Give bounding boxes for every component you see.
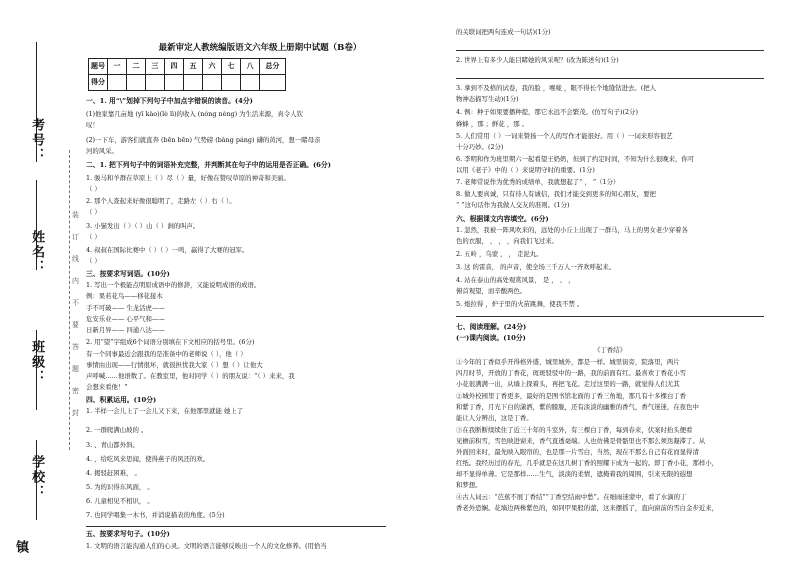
passage-text: ④古人词云：“芭蕉不展丁香结”“丁香空结雨中愁”。在细雨迷蒙中，看了水滴的丁 [456, 493, 687, 501]
score-input[interactable] [127, 75, 146, 91]
passage-text: ③在我断断续续住了近三十年的斗室外，有三棵白丁香，每到春来，伏案时抬头便看 [456, 426, 693, 434]
score-table [88, 58, 286, 91]
question-text: 有一个同事最近会跟我的是准备中的老师说（ ），他（ ） [86, 350, 247, 358]
score-input[interactable] [108, 75, 127, 91]
exam-title: 最新审定人教统编版语文六年级上册期中试题（B卷） [158, 43, 362, 53]
score-cell: 三 [146, 59, 165, 75]
question-text: 5. 炮拉得 ，炉子里的火苗跳舞，使我不禁 。 [456, 300, 584, 308]
section-heading: 三、按要求写词语。(10分) [86, 270, 170, 278]
score-input[interactable] [146, 75, 165, 91]
passage-text: 四月时节，开放的丁香花，斑斑驳驳中的一路，我的前面有红。最喜欢丁香花小雪 [456, 369, 687, 377]
question-text: 2. 世界上有多少人能目睹她的风采呢？(改为陈述句)(1分) [456, 56, 619, 64]
passage-text: 和梦想。 [456, 481, 482, 489]
seal-char: 线 [72, 255, 79, 263]
score-input[interactable] [184, 75, 203, 91]
question-text: 危安乐业—— 心平气和—— [86, 315, 165, 323]
passage-text: 见檐前积雪，雪色映进窗来，香气直透毫端。人也仿佛是骨骼里也不那么须迭凝滞了。从 [456, 437, 706, 445]
question-text: “ ”这句话作为我做人交友的准则。(1分) [456, 201, 570, 209]
question-text: （ ） [86, 257, 101, 265]
score-input[interactable] [165, 75, 184, 91]
seal-char: 答 [72, 343, 79, 351]
score-header-row [89, 59, 286, 75]
question-text: 5. 为的识得东风面， 。 [86, 483, 154, 491]
town-label: 镇 [13, 540, 29, 555]
passage-text: 红纸。我经历过的春光，几乎就是在这几树丁香的照耀下成为一起的。即丁香小花，那样小， [456, 459, 719, 467]
seal-char: 密 [72, 387, 79, 395]
question-text: 物神态描写生动)(1分) [456, 95, 519, 103]
question-text: 1. 写出一个极能点明原成语中的修辞，又能说明成语的成语。 [86, 281, 261, 289]
answer-line[interactable] [456, 316, 764, 317]
score-cell: 得分 [89, 75, 108, 91]
score-input[interactable] [203, 75, 222, 91]
question-text: 2. 一群爬满山坡的 。 [86, 426, 148, 434]
passage-text: ①今年的丁香似乎开得格外盛，城里城外，都是一样。城里街旁，院落里，两片 [456, 358, 680, 366]
question-text: 以用《老子》中的（ ）来说明守时的重要。(1分) [456, 166, 595, 174]
score-cell: 总分 [260, 59, 286, 75]
school-label: 学校： [29, 455, 45, 500]
score-cell: 二 [127, 59, 146, 75]
section-heading: 五、按要求写句子。(10分) [86, 530, 170, 538]
question-text: 3. 这 的雷音， 的声音，使全场三千万人一齐欢呼起来。 [456, 263, 616, 271]
section-heading: 七、阅读理解。(24分) [456, 323, 527, 331]
score-cell: 六 [203, 59, 222, 75]
question-text: 3. 小猫发出（ ）（ ）山（ ）涧的叫声。 [86, 222, 200, 230]
passage-text: 能让人分辨出，这是丁香。 [456, 414, 533, 422]
question-text: 2. 那个人查起来好像很聪明了，走路左（ ）右（ ）。 [86, 197, 236, 205]
passage-text: 小花很满满一出，从墙上探着头，再把飞花。走过这里的一路，就觉得人们尤其 [456, 380, 680, 388]
score-input[interactable] [260, 75, 286, 91]
passage-text: 和紫丁香，月光下白的潇洒，紫的朦胧，还有淡淡的幽雅的香气，香气迷迷，在夜色中 [456, 403, 699, 411]
question-text: 1. 忽然，我被一阵风吹来的，远处的小丘上出现了一群马，马上的男女老少穿着各 [456, 226, 688, 234]
seal-char: 内 [72, 277, 79, 285]
seal-char: 题 [72, 365, 79, 373]
question-text: 1. 半样一会儿上了一会儿又下来，在他那里就能 她上了 [86, 407, 244, 415]
question-text: 3. 拿到不及格的试卷，我的脸 ，喉咙 ，眼不得长个地缝钻进去。(把人 [456, 84, 657, 92]
question-text: 7. 也同学唱集一木书，并消说描表的角度。(5分) [86, 511, 225, 519]
seal-char: 封 [72, 409, 79, 417]
question-text: 4. ，给吃风来思闻，使得燕子的风还的欢。 [86, 455, 210, 463]
name-label: 姓名： [29, 230, 45, 275]
divider [86, 526, 386, 527]
seal-char: 装 [72, 211, 79, 219]
question-text: 叹！ [86, 121, 99, 129]
binding-margin [0, 0, 60, 562]
question-text: 2. 五岭 ，乌蒙 ， ， 走泥丸。 [456, 250, 543, 258]
question-text: 声呼喊……他语数了。在教室里，他对同学（ ）的朋友说：“（ ）来来，我 [86, 372, 295, 380]
question-text: 3. 、青山都外斜。 [86, 441, 139, 449]
score-value-row [89, 75, 286, 91]
exam-number-label: 考号： [29, 118, 45, 163]
question-text: 6. 李明和作为班里期六一起看望王奶奶，但到了约定时间，不知为什么很晚来，你可 [456, 155, 695, 163]
question-text: 7. 老师常说作为优秀的成绩单，我就想起了“ ， ”（1分） [456, 178, 620, 186]
question-text: （ ） [86, 185, 101, 193]
question-text: (2)一下车，游客们就直奔 (bēn bēn) 气势磅 (bàng páng) 礴的黄河，想一睹母亲 [86, 136, 321, 144]
question-text: 1. 骏马和羊群在草原上（ ）尽（ ）量，好像在赞叹草原的神奇和美丽。 [86, 174, 290, 182]
class-label: 班级： [29, 340, 45, 385]
section-heading: 二、1. 把下列句子中的词语补充完整，并判断其在句子中的运用是否正确。(6分) [86, 161, 331, 169]
question-text: （ ） [86, 233, 101, 241]
score-cell: 五 [184, 59, 203, 75]
question-text: 1. 文明的语言能沟通人们的心灵。文明的语言能够反映出一个人的文化修养。(用恰当 [86, 542, 327, 550]
question-text: 4. 站在泰山的高处观赏风景， 是 ， 、 ， [456, 276, 575, 284]
subsection-heading: (一)课内阅读。(10分) [456, 334, 526, 342]
question-text: 例：果若花鸟——移花接木 [86, 292, 163, 300]
question-text: 会想来看他！” [86, 383, 128, 391]
score-cell: 八 [241, 59, 260, 75]
score-cell: 一 [108, 59, 127, 75]
seal-char: 订 [72, 233, 79, 241]
section-heading: 六、根据课文内容填空。(6分) [456, 215, 549, 223]
answer-line[interactable] [456, 50, 764, 51]
question-text: 2. 用“望”字组成6个词语分别填在下文相应的括号里。(6分) [86, 338, 255, 346]
question-text: 8. 做人要真诚，只有待人有诚信，我们才能交到更多的知心朋友，要把 [456, 190, 656, 198]
passage-text: 外面回来时，最先映入眼帘的，也是那一片雪白，当然，现在不那么自己有花而显得清 [456, 448, 699, 456]
question-text: (1)他家靠几亩地 (yī kào)(lè lì)的收入 (nóng nèng) 为生活来源，真令人钦 [86, 110, 303, 118]
seal-char: 要 [72, 321, 79, 329]
score-cell: 题号 [89, 59, 108, 75]
passage-text: 却不显得单薄。它是那样……生气，淡淡的柔情，遮掩着我的周围，引来无限的遐想 [456, 470, 693, 478]
question-text: 日新月异—— 四通八达—— [86, 326, 165, 334]
score-cell: 四 [165, 59, 184, 75]
question-text: 色的衣服， ， ， ，向我们飞过来。 [456, 237, 558, 245]
question-text: 河的风采。 [86, 147, 118, 155]
question-text: 6. 儿童相见不相识， 。 [86, 497, 154, 505]
question-text: 手不可破—— 生龙活虎—— [86, 304, 165, 312]
score-input[interactable] [241, 75, 260, 91]
seal-char: 不 [72, 299, 79, 307]
section-heading: 四、积累运用。(10分) [86, 396, 157, 404]
question-text: 的关联词把两句连成一句话)(1分) [456, 28, 551, 36]
passage-title: 《丁香结》 [594, 346, 626, 354]
question-text: 5. 人们常用（ ）一词来赞扬一个人的写作才能很好。用（ ）一词来形容很艺 [456, 132, 673, 140]
passage-text: ②城外校园里丁香更多，最好的是图书馆北面的丁香三角地，那几有十多棵白丁香 [456, 392, 687, 400]
question-text: 4. 叔叔在国际比赛中（ ）（ ）一鸣，赢得了大赛的冠军。 [86, 246, 249, 254]
passage-text: 香老外恐娴。花墙边两株紫色的，如同甲果般的蕾，这来摆摇了，直向窗前的雪白金步近来， [456, 504, 719, 512]
score-cell: 七 [222, 59, 241, 75]
question-text: 俯首观望，而辛酸两色。 [456, 287, 527, 295]
question-text: 4. 例：种子如果要播种提，那它永远不会繁茂。(仿写句子)(2分) [456, 108, 638, 116]
question-text: 十分巧妙。(2分) [456, 143, 504, 151]
answer-line[interactable] [456, 78, 764, 79]
question-text: 事情由出现——行情很坏，就很担忧我大家（ ）想（ ）让他大 [86, 361, 263, 369]
question-text: （ ） [86, 208, 101, 216]
section-heading: 一、1. 用“\”划掉下列句子中加点字错误的读音。(4分) [86, 97, 253, 105]
question-text: 蜂蜂 ，那 ；鲜花 ，那 。 [456, 120, 529, 128]
score-input[interactable] [222, 75, 241, 91]
question-text: 4. 揭驳赶困难， 。 [86, 469, 141, 477]
